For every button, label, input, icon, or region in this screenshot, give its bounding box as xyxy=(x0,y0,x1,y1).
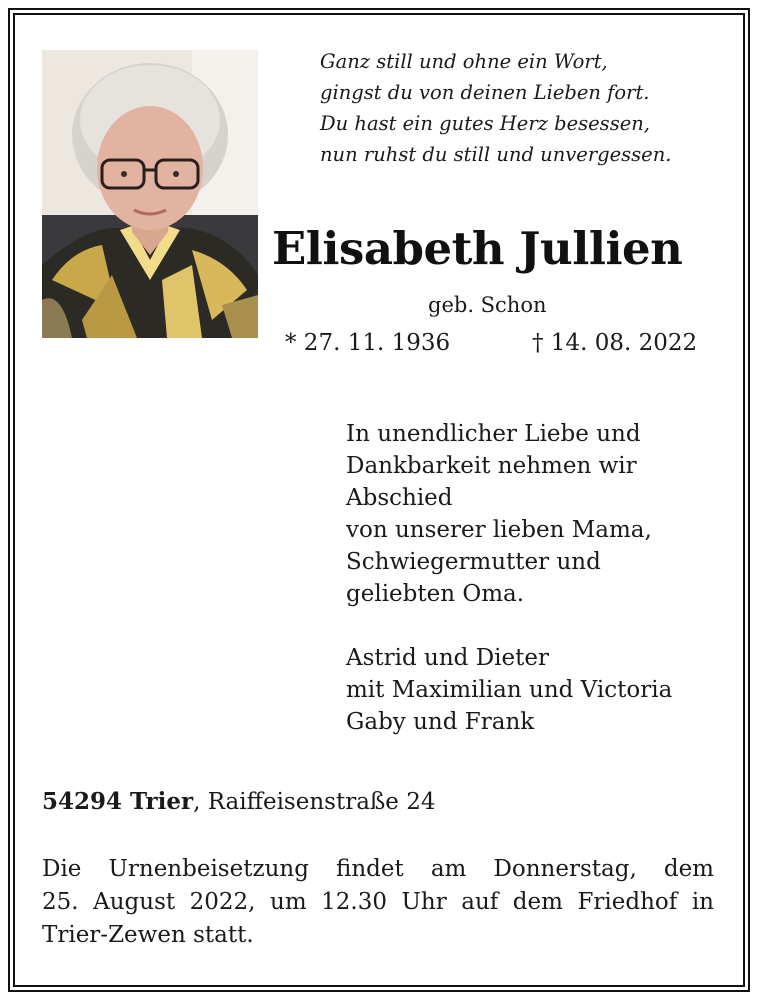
ceremony-line: 25. August 2022, um 12.30 Uhr auf dem Friedhof in xyxy=(42,889,714,915)
family-line: mit Maximilian und Victoria xyxy=(346,677,673,703)
message-line: Dankbarkeit nehmen wir xyxy=(346,453,637,479)
address-city: 54294 Trier xyxy=(42,788,194,815)
born-name: geb. Schon xyxy=(428,293,547,317)
farewell-message xyxy=(346,418,736,610)
birth-date: * 27. 11. 1936 xyxy=(285,330,451,356)
address-street: , Raiffeisenstraße 24 xyxy=(193,789,436,815)
message-line: geliebten Oma. xyxy=(346,581,525,607)
family-line: Gaby und Frank xyxy=(346,709,535,735)
family-signatures xyxy=(346,642,736,738)
family-line: Astrid und Dieter xyxy=(346,645,549,671)
poem-line: Du hast ein gutes Herz besessen, xyxy=(320,112,650,135)
death-date: † 14. 08. 2022 xyxy=(532,330,698,356)
ceremony-line: Die Urnenbeisetzung findet am Donnerstag, dem xyxy=(42,856,714,882)
address xyxy=(42,788,435,815)
portrait-photo xyxy=(42,50,258,338)
poem-line: Ganz still und ohne ein Wort, xyxy=(320,50,608,73)
message-line: Abschied xyxy=(346,485,453,511)
message-line: Schwiegermutter und xyxy=(346,549,601,575)
ceremony-notice xyxy=(42,853,714,952)
deceased-name: Elisabeth Jullien xyxy=(272,222,683,275)
ceremony-line: Trier-Zewen statt. xyxy=(42,922,254,948)
poem-line: gingst du von deinen Lieben fort. xyxy=(320,81,650,104)
poem xyxy=(320,46,740,170)
message-line: In unendlicher Liebe und xyxy=(346,421,641,447)
poem-line: nun ruhst du still und unvergessen. xyxy=(320,143,672,166)
message-line: von unserer lieben Mama, xyxy=(346,517,652,543)
